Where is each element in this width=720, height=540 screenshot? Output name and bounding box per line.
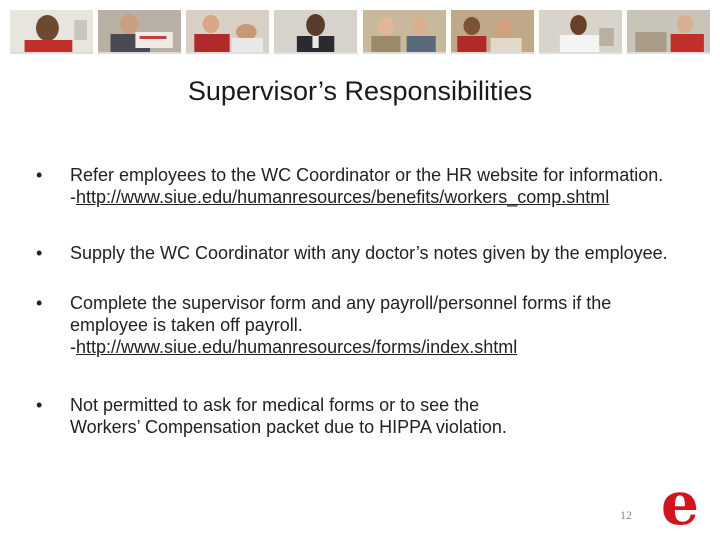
professional-photo-icon [274, 10, 357, 54]
nurse-photo-icon [539, 10, 622, 54]
bullet-glyph: • [36, 293, 43, 313]
dental-clinic-photo-icon [186, 10, 269, 54]
link-prefix: - [70, 337, 76, 357]
link-prefix: - [70, 187, 76, 207]
bullet-text: Not permitted to ask for medical forms or to see the Workers’ Compensation packet due to HIPPA violation. [70, 395, 507, 437]
bullet-item-complete [36, 292, 696, 358]
bullet-glyph: • [36, 165, 43, 185]
students-group-photo-icon [451, 10, 534, 54]
page-number: 12 [620, 508, 632, 522]
logo-letter: e [660, 480, 700, 530]
bullet-glyph: • [36, 243, 43, 263]
workers-comp-link[interactable]: http://www.siue.edu/humanresources/benefits/workers_comp.shtml [76, 187, 610, 207]
bullet-text: Refer employees to the WC Coordinator or the HR website for information. [70, 165, 664, 185]
meeting-photo-icon [363, 10, 446, 54]
lab-photo-icon [627, 10, 710, 54]
bullet-item-supply [36, 242, 696, 264]
photo-strip [10, 10, 710, 52]
student-photo-icon [10, 10, 93, 54]
bullet-item-refer [36, 164, 696, 208]
hr-forms-link[interactable]: http://www.siue.edu/humanresources/forms/index.shtml [76, 337, 518, 357]
bullet-glyph: • [36, 395, 43, 415]
bullet-item-not-permitted [36, 394, 696, 438]
student-reading-photo-icon [98, 10, 181, 54]
bullet-text: Supply the WC Coordinator with any doctor’s notes given by the employee. [70, 243, 668, 263]
slide-title: Supervisor’s Responsibilities [187, 76, 533, 106]
siue-e-logo-icon [651, 480, 709, 530]
bullet-text: Complete the supervisor form and any payroll/personnel forms if the employee is taken off payroll. [70, 293, 612, 335]
